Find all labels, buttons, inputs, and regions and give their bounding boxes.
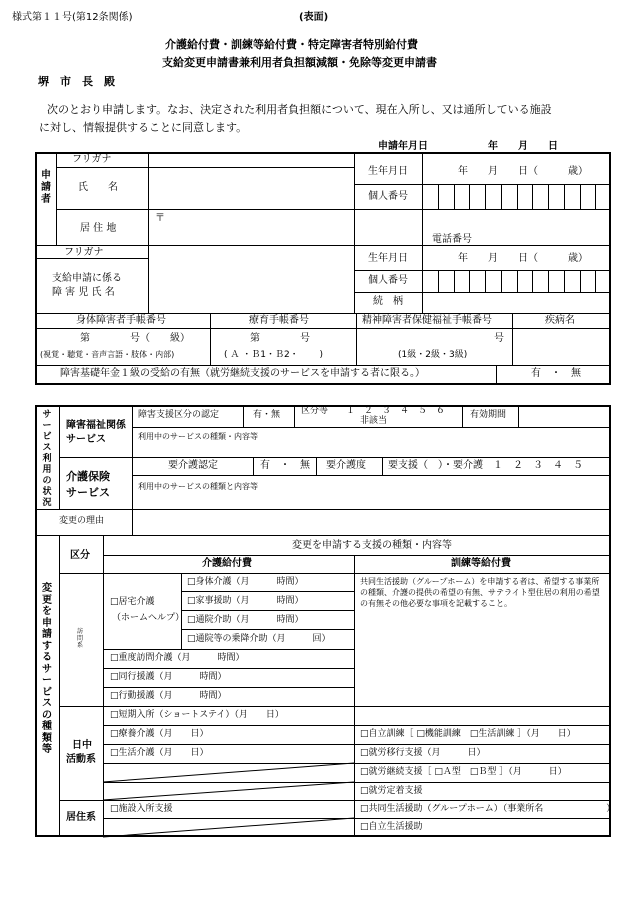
furigana-label: フリガナ: [72, 154, 112, 165]
physical-handbook-label: 身体障害者手帳番号: [76, 315, 166, 326]
relation-label: 続 柄: [373, 296, 403, 307]
application-date[interactable]: 申請年月日 年 月 日: [378, 141, 558, 152]
disease-label: 疾病名: [545, 315, 575, 326]
care-benefit-head: 介護給付費: [202, 558, 252, 569]
care-level-label: 要介護度: [326, 460, 366, 471]
form-title-2: 支給変更申請書兼利用者負担額減額・免除等変更申請書: [162, 56, 437, 69]
care-yes-no[interactable]: 有 ・ 無: [260, 460, 310, 471]
day-activity-label-1: 日中: [72, 740, 92, 751]
support-cert-yes-no[interactable]: 有・無: [253, 410, 281, 420]
side-label: (表面): [299, 12, 329, 23]
child-id-label: 個人番号: [368, 275, 408, 286]
welfare-label-2: サービス: [66, 434, 106, 445]
mental-handbook-sub: (1級・2級・3級): [398, 350, 468, 360]
slash: [103, 782, 354, 800]
body-care-option[interactable]: □身体介護（月 時間）: [187, 577, 304, 587]
home-visit-label: 訪 問 系: [76, 628, 83, 649]
kubun-label: 区分: [70, 550, 90, 561]
short-stay-option[interactable]: □短期入所（ショートステイ）（月 日）: [110, 710, 284, 720]
status-section-label: サ ー ビ ス 利 用 の 状 況: [42, 410, 52, 508]
address-label: 居 住 地: [80, 223, 117, 234]
care-level-value[interactable]: 要支援（ ）・要介護 １ ２ ３ ４ ５: [388, 460, 583, 471]
care-label-1: 介護保険: [66, 470, 110, 483]
form-number: 様式第１１号(第12条関係): [12, 12, 133, 23]
home-help-2: （ホームヘルプ）: [112, 613, 185, 623]
slash: [103, 818, 354, 837]
residential-label: 居住系: [66, 812, 96, 823]
housework-option[interactable]: □家事援助（月 時間）: [187, 596, 304, 606]
pension-question: 障害基礎年金１級の受給の有無（就労継続支援のサービスを申請する者に限る。）: [60, 368, 425, 379]
level-label: 区分等: [301, 406, 329, 416]
reason-label: 変更の理由: [59, 516, 105, 526]
phone-label[interactable]: 電話番号: [432, 234, 472, 245]
hospital-escort-option[interactable]: □通院介助（月 時間）: [187, 615, 304, 625]
welfare-detail-label: 利用中のサービスの種類・内容等: [138, 432, 258, 441]
care-cert-label: 要介護認定: [168, 460, 218, 471]
services-header: 変更を申請する支援の種類・内容等: [292, 540, 452, 551]
valid-period-label: 有効期間: [470, 410, 507, 420]
child-name-label-1: 支給申請に係る: [52, 273, 122, 284]
care-detail-label: 利用中のサービスの種類と内容等: [138, 482, 258, 491]
services-section-label: 変 更 を 申 請 す る サ ー ビ ス の 種 類 等: [42, 583, 52, 755]
intro-line-1: 次のとおり申請します。なお、決定された利用者負担額について、現在入所し、又は通所している施設: [47, 103, 552, 116]
care-label-2: サービス: [66, 486, 110, 499]
group-home-option[interactable]: □共同生活援助（グループホーム）（事業所名 ）: [360, 804, 616, 814]
severe-visit-option[interactable]: □重度訪問介護（月 時間）: [110, 653, 245, 663]
form-title-1: 介護給付費・訓練等給付費・特定障害者特別給付費: [165, 38, 418, 51]
addressee: 堺 市 長 殿: [38, 75, 115, 88]
levels[interactable]: １ ２ ３ ４ ５ ６: [346, 406, 446, 416]
not-applicable[interactable]: 非該当: [360, 416, 388, 426]
behavior-support-option[interactable]: □行動援護（月 時間）: [110, 691, 227, 701]
applicant-section-label: 申 請 者: [41, 170, 51, 205]
birth-value[interactable]: 年 月 日（ 歳）: [458, 166, 588, 177]
child-name-label-2: 障 害 児 氏 名: [52, 287, 115, 298]
child-birth-label: 生年月日: [368, 253, 408, 264]
physical-handbook-value[interactable]: 第 号（ 級）: [80, 333, 190, 344]
rehab-handbook-value[interactable]: 第 号: [250, 333, 310, 344]
boarding-escort-option[interactable]: □通院等の乗降介助（月 回）: [187, 634, 331, 644]
pension-answer[interactable]: 有 ・ 無: [531, 368, 581, 379]
life-care-option[interactable]: □生活介護（月 日）: [110, 748, 209, 758]
facility-support-option[interactable]: □施設入所支援: [110, 804, 173, 814]
physical-handbook-sub: (視覚・聴覚・音声言語・肢体・内部): [40, 350, 175, 359]
mental-handbook-value[interactable]: 号: [494, 333, 504, 344]
rehab-handbook-sub: ( Ａ ・Ｂ1・Ｂ2・ ): [224, 350, 324, 360]
mental-handbook-label: 精神障害者保健福祉手帳番号: [362, 315, 492, 326]
child-furigana-label: フリガナ: [64, 247, 104, 258]
name-label: 氏 名: [78, 182, 118, 193]
home-help-1[interactable]: □居宅介護: [110, 597, 155, 607]
child-birth-value[interactable]: 年 月 日（ 歳）: [458, 253, 588, 264]
day-activity-label-2: 活動系: [66, 754, 96, 765]
welfare-label-1: 障害福祉関係: [66, 420, 126, 431]
intro-line-2: に対し、情報提供することに同意します。: [39, 121, 248, 134]
accompany-option[interactable]: □同行援護（月 時間）: [110, 672, 227, 682]
rehab-handbook-label: 療育手帳番号: [249, 315, 309, 326]
employment-transition-option[interactable]: □就労移行支援（月 日）: [360, 748, 486, 758]
id-label: 個人番号: [368, 191, 408, 202]
medical-care-option[interactable]: □療養介護（月 日）: [110, 729, 209, 739]
training-benefit-head: 訓練等給付費: [451, 558, 511, 569]
slash: [103, 763, 354, 782]
support-cert-label: 障害支援区分の認定: [138, 410, 220, 420]
postal-mark: 〒: [155, 213, 165, 224]
independent-living-option[interactable]: □自立生活援助: [360, 822, 423, 832]
grouphome-note: 共同生活援助（グループホーム）を申請する者は、希望する事業所の種類、介護の提供の希望の有無、サテライト型住居の利用の希望の有無その他必要な事項を記載すること。: [360, 577, 600, 608]
birth-label: 生年月日: [368, 166, 408, 177]
employment-settling-option[interactable]: □就労定着支援: [360, 786, 423, 796]
self-reliance-option[interactable]: □自立訓練［ □機能訓練 □生活訓練 ］（月 日）: [360, 729, 576, 739]
continued-employment-option[interactable]: □就労継続支援［ □Ａ型 □Ｂ型 ］（月 日）: [360, 767, 567, 777]
